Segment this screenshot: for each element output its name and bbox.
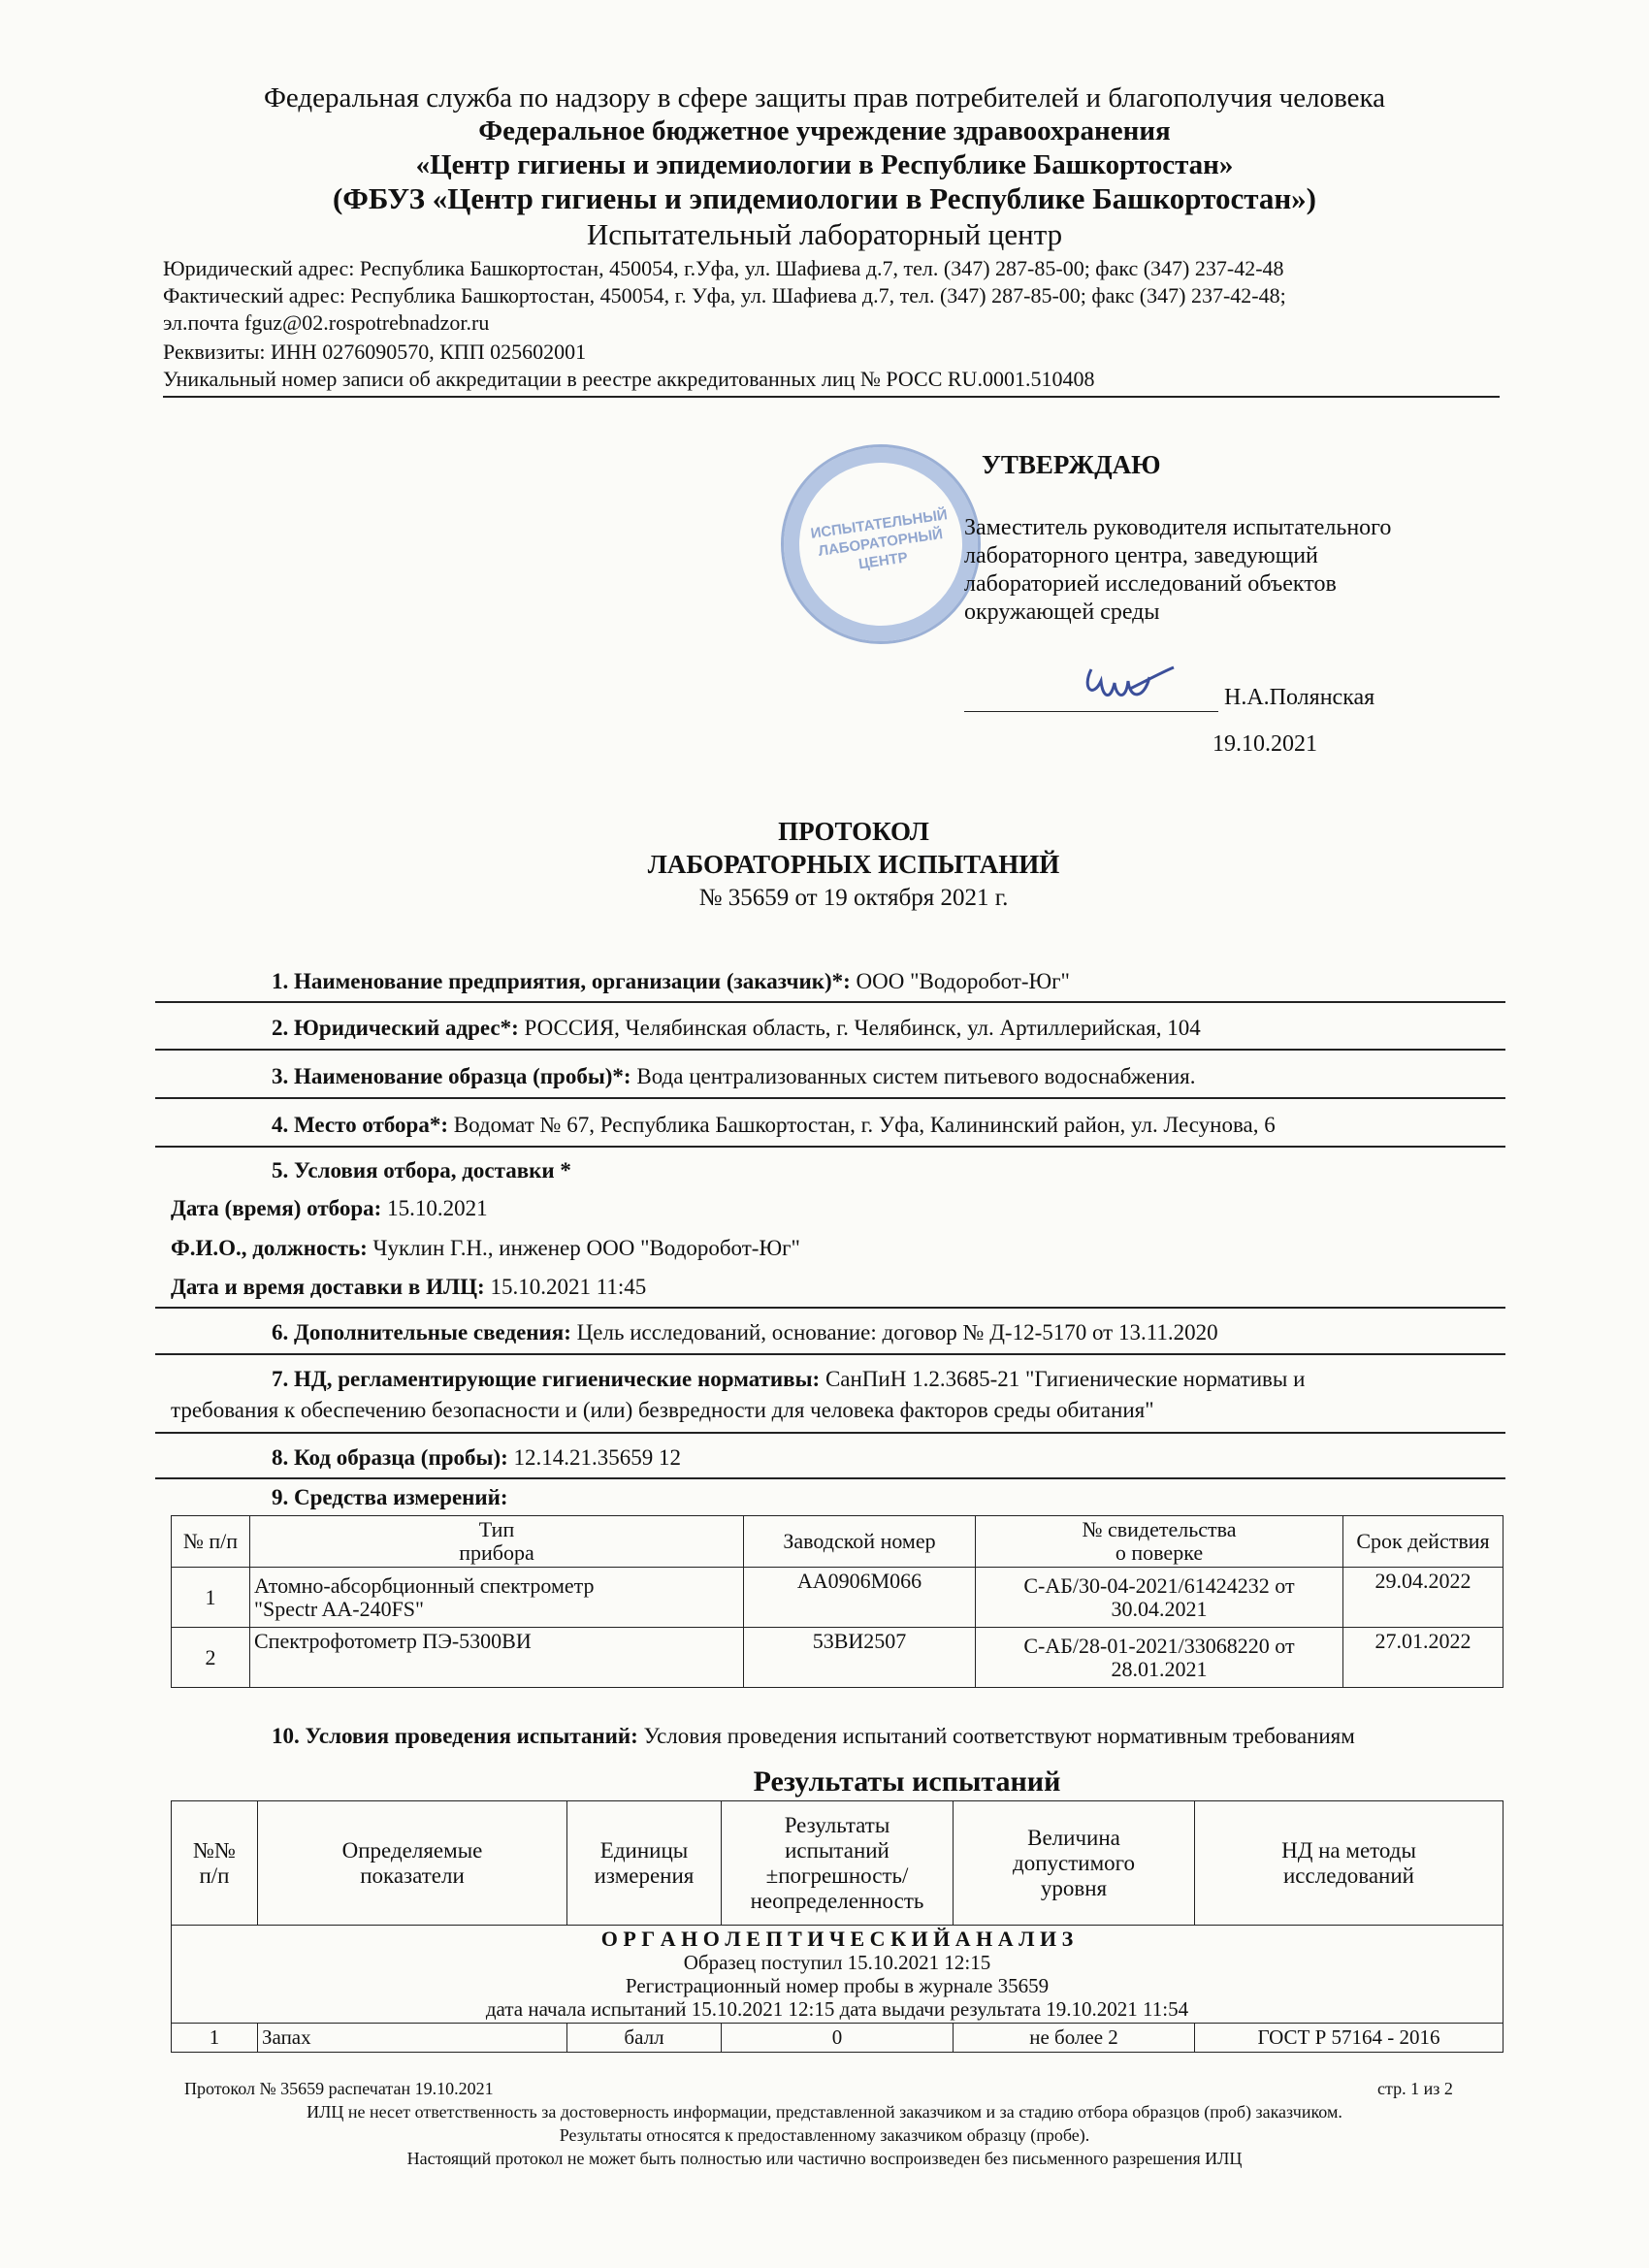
results-title: Результаты испытаний	[753, 1766, 1061, 1798]
field-divider	[155, 1432, 1505, 1434]
cell-serial: АА0906М066	[744, 1568, 976, 1628]
accreditation: Уникальный номер записи об аккредитации в реестре аккредитованных лиц № РОСС RU.0001.510408	[163, 367, 1095, 391]
field-value: 15.10.2021 11:45	[484, 1275, 647, 1299]
field-label: Ф.И.О., должность:	[171, 1236, 368, 1260]
header-institution-short: (ФБУЗ «Центр гигиены и эпидемиологии в Республике Башкортостан»)	[332, 181, 1317, 215]
cell-unit: балл	[567, 2024, 722, 2053]
field-additional-info	[272, 1319, 1218, 1346]
field-label: 5. Условия отбора, доставки *	[272, 1158, 571, 1183]
col-indicator	[258, 1801, 567, 1926]
field-divider	[155, 1001, 1505, 1003]
protocol-title: ПРОТОКОЛ	[778, 817, 929, 846]
table-row	[172, 1628, 1504, 1688]
field-value: 15.10.2021	[381, 1196, 488, 1220]
cell-name-line: Атомно-абсорбционный спектрометр	[254, 1572, 595, 1598]
cell-result: 0	[722, 2024, 954, 2053]
approval-date: 19.10.2021	[1212, 731, 1317, 757]
footer-page: стр. 1 из 2	[1377, 2079, 1453, 2098]
cell-serial: 53ВИ2507	[744, 1628, 976, 1688]
cell-cert	[976, 1568, 1343, 1628]
col-indicator-line: Определяемые	[341, 1837, 483, 1863]
col-cert-line: о поверке	[1115, 1540, 1204, 1565]
protocol-number: № 35659 от 19 октября 2021 г.	[698, 885, 1009, 911]
field-sampling-date	[171, 1195, 488, 1222]
field-value: Цель исследований, основание: договор № Д-12-5170 от 13.11.2020	[570, 1320, 1218, 1345]
field-label: Дата (время) отбора:	[171, 1196, 382, 1220]
footer-printed: Протокол № 35659 распечатан 19.10.2021	[184, 2079, 494, 2098]
approval-title: УТВЕРЖДАЮ	[982, 450, 1161, 479]
field-value: РОССИЯ, Челябинская область, г. Челябинск, ул. Артиллерийская, 104	[518, 1016, 1201, 1040]
cell-num: 2	[172, 1628, 250, 1688]
footer-note-2: Результаты относятся к предоставленному заказчиком образцу (пробе).	[559, 2125, 1090, 2145]
section-cell	[172, 1926, 1504, 2024]
approval-position	[964, 514, 1391, 627]
approver-name: Н.А.Полянская	[1224, 685, 1375, 710]
field-sampling-place	[272, 1112, 1276, 1139]
col-nd-line: НД на методы	[1281, 1837, 1416, 1863]
field-label: 1. Наименование предприятия, организации (заказчик)*:	[272, 969, 851, 993]
results-table	[171, 1800, 1504, 2053]
col-type	[250, 1516, 744, 1568]
field-value: Чуклин Г.Н., инженер ООО "Водоробот-Юг"	[367, 1236, 800, 1260]
cell-cert-line: 28.01.2021	[1111, 1656, 1208, 1681]
field-sampling-conditions	[272, 1157, 571, 1184]
stamp-text: ИСПЫТАТЕЛЬНЫЙ ЛАБОРАТОРНЫЙ ЦЕНТР	[809, 506, 949, 573]
field-test-conditions	[272, 1723, 1355, 1750]
header-lab-center: Испытательный лабораторный центр	[586, 217, 1063, 251]
table-header-row	[172, 1801, 1504, 1926]
table-header-row	[172, 1516, 1504, 1568]
table-row	[172, 1568, 1504, 1628]
cell-num: 1	[172, 2024, 258, 2053]
field-value: ООО "Водоробот-Юг"	[850, 969, 1070, 993]
footer-note-1: ИЛЦ не несет ответственность за достоверность информации, представленной заказчиком и за стадию отбора образцов (проб) заказчиком.	[307, 2102, 1342, 2122]
header-agency: Федеральная служба по надзору в сфере защиты прав потребителей и благополучия человека	[263, 82, 1386, 113]
cell-name	[250, 1628, 744, 1688]
instruments-table	[171, 1515, 1504, 1688]
cell-nd: ГОСТ Р 57164 - 2016	[1195, 2024, 1504, 2053]
approval-position-line: Заместитель руководителя испытательного	[964, 515, 1392, 540]
signature-line	[964, 711, 1218, 712]
col-limit	[954, 1801, 1195, 1926]
field-value: Вода централизованных систем питьевого водоснабжения.	[630, 1064, 1196, 1088]
cell-cert	[976, 1628, 1343, 1688]
signature	[985, 660, 1179, 718]
field-value: Водомат № 67, Республика Башкортостан, г. Уфа, Калининский район, ул. Лесунова, 6	[448, 1113, 1276, 1137]
field-value: 12.14.21.35659 12	[507, 1445, 682, 1470]
approval-position-line: лабораторией исследований объектов	[964, 571, 1337, 597]
col-num-line: п/п	[199, 1863, 230, 1888]
header-institution-type: Федеральное бюджетное учреждение здравоохранения	[478, 115, 1171, 146]
field-label: 6. Дополнительные сведения:	[272, 1320, 571, 1345]
field-divider	[155, 1146, 1505, 1148]
header-institution-name: «Центр гигиены и эпидемиологии в Республике Башкортостан»	[415, 149, 1234, 180]
section-line: дата начала испытаний 15.10.2021 12:15 дата выдачи результата 19.10.2021 11:54	[485, 1997, 1189, 2021]
cell-limit: не более 2	[954, 2024, 1195, 2053]
col-num	[172, 1801, 258, 1926]
cell-num: 1	[172, 1568, 250, 1628]
requisites: Реквизиты: ИНН 0276090570, КПП 025602001	[163, 340, 587, 364]
cell-valid: 27.01.2022	[1343, 1628, 1504, 1688]
section-line: Регистрационный номер пробы в журнале 35659	[625, 1974, 1050, 1997]
seal-stamp	[768, 432, 994, 658]
col-unit-line: измерения	[594, 1863, 695, 1888]
field-label: 3. Наименование образца (пробы)*:	[272, 1064, 631, 1088]
cell-valid: 29.04.2022	[1343, 1568, 1504, 1628]
field-sample-name	[272, 1063, 1195, 1090]
field-value: Условия проведения испытаний соответствуют нормативным требованиям	[637, 1724, 1355, 1748]
col-cert	[976, 1516, 1343, 1568]
field-normative-docs-cont: требования к обеспечению безопасности и (или) безвредности для человека факторов среды обитания"	[171, 1398, 1154, 1422]
field-label: 9. Средства измерений:	[272, 1485, 508, 1509]
col-cert-line: № свидетельства	[1082, 1517, 1237, 1541]
col-result-line: ±погрешность/	[765, 1863, 909, 1888]
col-nd-line: исследований	[1282, 1863, 1414, 1888]
field-sampler	[171, 1235, 800, 1262]
field-label: Дата и время доставки в ИЛЦ:	[171, 1275, 485, 1299]
cell-name	[250, 1568, 744, 1628]
field-legal-address	[272, 1015, 1201, 1042]
legal-address: Юридический адрес: Республика Башкортостан, 450054, г.Уфа, ул. Шафиева д.7, тел. (347) 287-85-00; факс (347) 237-42-48	[163, 256, 1284, 280]
col-serial: Заводской номер	[744, 1516, 976, 1568]
section-row	[172, 1926, 1504, 2024]
field-divider	[155, 1353, 1505, 1355]
col-result-line: испытаний	[785, 1837, 889, 1863]
field-customer	[272, 968, 1070, 995]
email: эл.почта fguz@02.rospotrebnadzor.ru	[163, 310, 490, 335]
section-line: Образец поступил 15.10.2021 12:15	[683, 1951, 991, 1974]
col-unit-line: Единицы	[599, 1837, 689, 1863]
approval-position-line: лабораторного центра, заведующий	[964, 543, 1318, 568]
approval-position-line: окружающей среды	[964, 599, 1160, 625]
col-type-line: прибора	[459, 1540, 534, 1565]
footer-note-3: Настоящий протокол не может быть полностью или частично воспроизведен без письменного разрешения ИЛЦ	[406, 2149, 1243, 2168]
field-label: 4. Место отбора*:	[272, 1113, 448, 1137]
field-value: СанПиН 1.2.3685-21 "Гигиенические нормативы и	[820, 1367, 1306, 1391]
col-nd	[1195, 1801, 1504, 1926]
col-num: № п/п	[172, 1516, 250, 1568]
col-type-line: Тип	[478, 1517, 515, 1541]
col-result-line: неопределенность	[750, 1888, 924, 1913]
table-row	[172, 2024, 1504, 2053]
field-delivery	[171, 1274, 646, 1301]
field-label: 10. Условия проведения испытаний:	[272, 1724, 638, 1748]
field-divider	[155, 1477, 1505, 1479]
field-divider	[155, 1049, 1505, 1051]
col-limit-line: допустимого	[1013, 1850, 1135, 1875]
field-divider	[155, 1307, 1505, 1309]
col-limit-line: Величина	[1027, 1825, 1120, 1850]
col-result-line: Результаты	[784, 1812, 890, 1837]
cell-cert-line: С-АБ/28-01-2021/33068220 от	[1023, 1633, 1295, 1658]
col-num-line: №№	[193, 1837, 236, 1863]
field-divider	[155, 1097, 1505, 1099]
field-sample-code	[272, 1444, 681, 1472]
section-title: О Р Г А Н О Л Е П Т И Ч Е С К И Й А Н А Л И З	[600, 1927, 1074, 1951]
col-result	[722, 1801, 954, 1926]
field-instruments	[272, 1484, 508, 1511]
actual-address: Фактический адрес: Республика Башкортостан, 450054, г. Уфа, ул. Шафиева д.7, тел. (347) 287-85-00; факс (347) 237-42-48;	[163, 283, 1286, 308]
cell-indicator: Запах	[258, 2024, 567, 2053]
cell-name-line: Спектрофотометр ПЭ-5300ВИ	[254, 1629, 532, 1653]
field-label: 2. Юридический адрес*:	[272, 1016, 519, 1040]
protocol-subtitle: ЛАБОРАТОРНЫХ ИСПЫТАНИЙ	[647, 850, 1060, 879]
header-divider	[163, 396, 1500, 398]
field-label: 8. Код образца (пробы):	[272, 1445, 508, 1470]
col-limit-line: уровня	[1040, 1875, 1108, 1900]
col-indicator-line: показатели	[360, 1863, 465, 1888]
field-normative-docs	[272, 1366, 1305, 1393]
col-unit	[567, 1801, 722, 1926]
cell-cert-line: 30.04.2021	[1111, 1596, 1208, 1621]
col-valid: Срок действия	[1343, 1516, 1504, 1568]
cell-cert-line: С-АБ/30-04-2021/61424232 от	[1023, 1572, 1295, 1598]
cell-name-line: "Spectr AA-240FS"	[254, 1596, 425, 1621]
field-label: 7. НД, регламентирующие гигиенические нормативы:	[272, 1367, 821, 1391]
